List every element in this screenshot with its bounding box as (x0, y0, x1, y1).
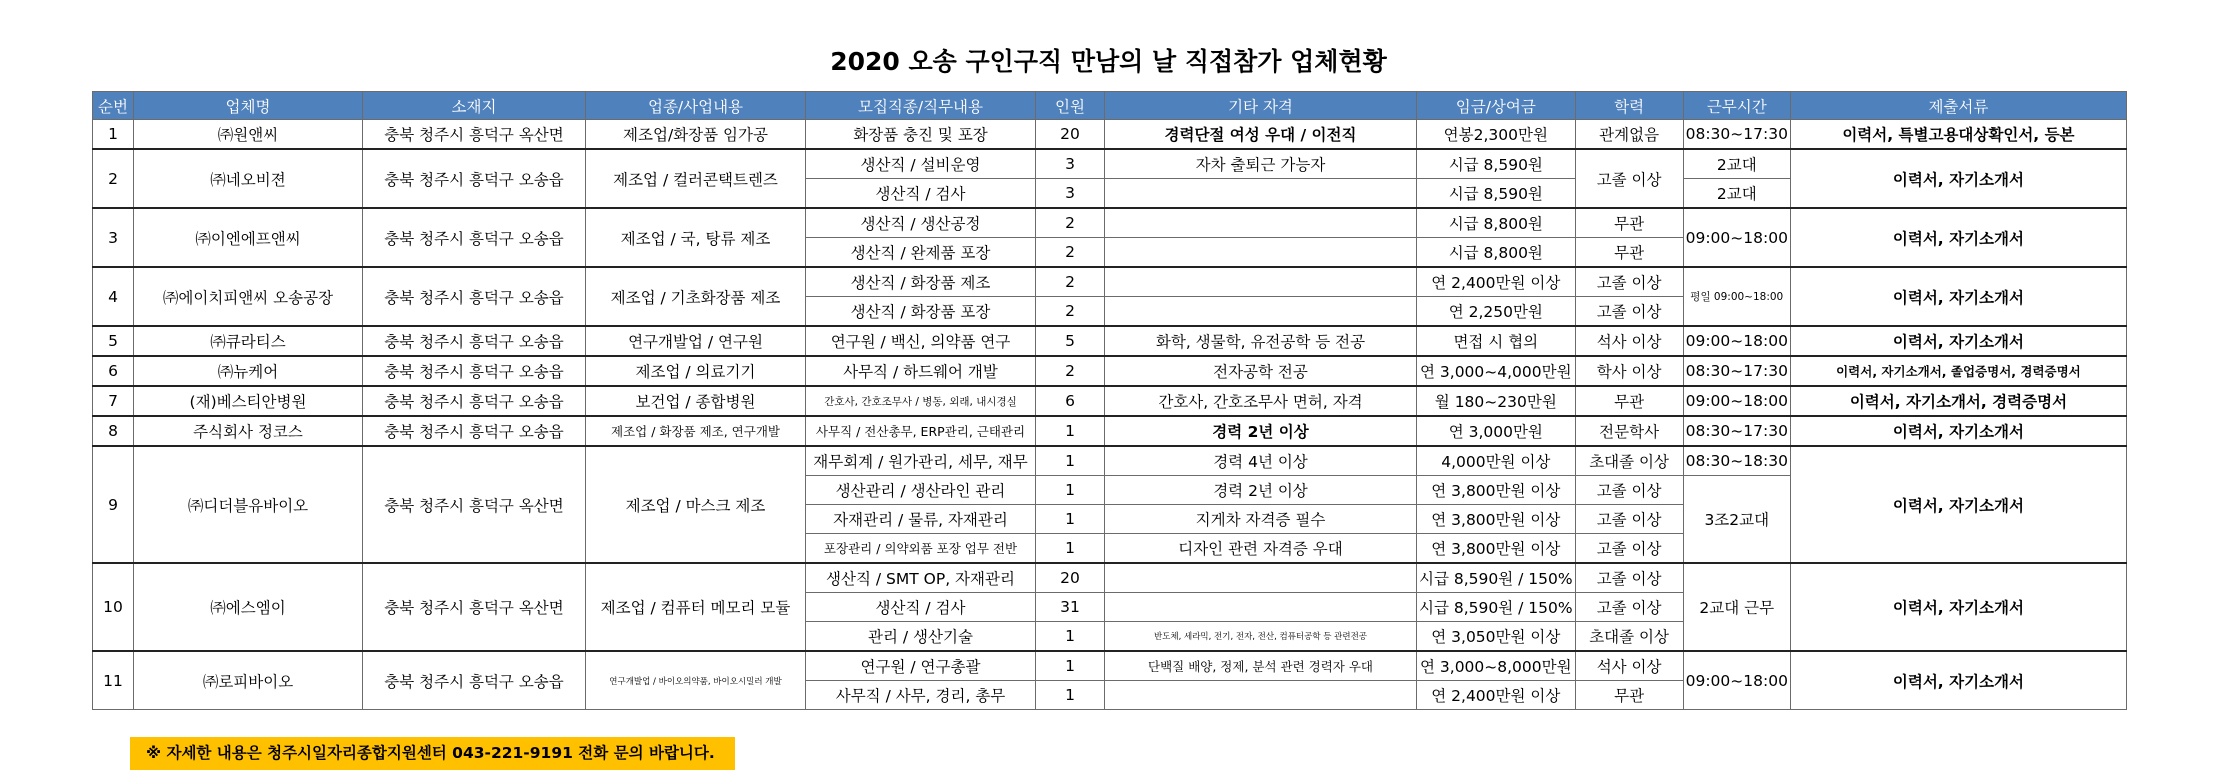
job-title: 연구원 / 백신, 의약품 연구 (806, 326, 1036, 356)
header-company: 업체명 (134, 92, 363, 120)
head-count: 3 (1036, 149, 1105, 179)
business-type: 제조업 / 국, 탕류 제조 (586, 208, 806, 267)
pay: 연봉2,300만원 (1417, 120, 1576, 150)
work-hours: 09:00~18:00 (1683, 386, 1790, 416)
row-number: 5 (93, 326, 134, 356)
head-count: 20 (1036, 120, 1105, 150)
work-hours: 평일 09:00~18:00 (1683, 267, 1790, 326)
business-type: 제조업 / 의료기기 (586, 356, 806, 386)
documents: 이력서, 자기소개서, 졸업증명서, 경력증명서 (1790, 356, 2126, 386)
education: 관계없음 (1575, 120, 1683, 150)
pay: 연 3,000~4,000만원 (1417, 356, 1576, 386)
work-hours: 08:30~17:30 (1683, 120, 1790, 150)
company-location: 충북 청주시 흥덕구 오송읍 (363, 149, 586, 208)
header-count: 인원 (1036, 92, 1105, 120)
table-row (93, 386, 2127, 416)
company-location: 충북 청주시 흥덕구 오송읍 (363, 208, 586, 267)
company-location: 충북 청주시 흥덕구 오송읍 (363, 386, 586, 416)
company-name: ㈜로피바이오 (134, 651, 363, 710)
education: 무관 (1575, 386, 1683, 416)
table-row (93, 651, 2127, 681)
pay: 시급 8,590원 / 150% (1417, 593, 1576, 622)
row-number: 6 (93, 356, 134, 386)
work-hours: 09:00~18:00 (1683, 651, 1790, 710)
education: 초대졸 이상 (1575, 446, 1683, 476)
business-type: 보건업 / 종합병원 (586, 386, 806, 416)
business-type: 제조업 / 기초화장품 제조 (586, 267, 806, 326)
row-number: 9 (93, 446, 134, 563)
job-title: 생산직 / 화장품 제조 (806, 267, 1036, 297)
qualification: 경력 4년 이상 (1105, 446, 1417, 476)
table-row (93, 120, 2127, 150)
education: 무관 (1575, 208, 1683, 238)
qualification (1105, 179, 1417, 209)
qualification (1105, 563, 1417, 593)
education: 전문학사 (1575, 416, 1683, 446)
documents: 이력서, 자기소개서 (1790, 416, 2126, 446)
company-name: 주식회사 정코스 (134, 416, 363, 446)
table-row (93, 208, 2127, 238)
business-type: 제조업 / 마스크 제조 (586, 446, 806, 563)
education: 고졸 이상 (1575, 563, 1683, 593)
header-business: 업종/사업내용 (586, 92, 806, 120)
education: 고졸 이상 (1575, 534, 1683, 564)
qualification: 전자공학 전공 (1105, 356, 1417, 386)
header-pay: 임금/상여금 (1417, 92, 1576, 120)
qualification: 경력단절 여성 우대 / 이전직 (1105, 120, 1417, 150)
company-name: ㈜에스엠이 (134, 563, 363, 651)
row-number: 4 (93, 267, 134, 326)
header-documents: 제출서류 (1790, 92, 2126, 120)
documents: 이력서, 자기소개서 (1790, 651, 2126, 710)
job-title: 재무회계 / 원가관리, 세무, 재무 (806, 446, 1036, 476)
work-hours: 08:30~17:30 (1683, 356, 1790, 386)
row-number: 10 (93, 563, 134, 651)
job-title: 생산직 / 화장품 포장 (806, 297, 1036, 327)
company-name: ㈜뉴케어 (134, 356, 363, 386)
qualification (1105, 238, 1417, 268)
business-type: 연구개발업 / 바이오의약품, 바이오시밀러 개발 (586, 651, 806, 710)
table-row (93, 446, 2127, 476)
pay: 연 3,000만원 (1417, 416, 1576, 446)
pay: 시급 8,590원 / 150% (1417, 563, 1576, 593)
head-count: 1 (1036, 622, 1105, 652)
company-location: 충북 청주시 흥덕구 옥산면 (363, 563, 586, 651)
qualification: 지게차 자격증 필수 (1105, 505, 1417, 534)
pay: 연 3,050만원 이상 (1417, 622, 1576, 652)
education: 고졸 이상 (1575, 149, 1683, 208)
job-title: 생산직 / 설비운영 (806, 149, 1036, 179)
education: 무관 (1575, 238, 1683, 268)
work-hours: 09:00~18:00 (1683, 326, 1790, 356)
work-hours: 2교대 근무 (1683, 563, 1790, 651)
qualification (1105, 593, 1417, 622)
company-name: ㈜원앤씨 (134, 120, 363, 150)
head-count: 2 (1036, 297, 1105, 327)
business-type: 제조업 / 컬러콘택트렌즈 (586, 149, 806, 208)
company-location: 충북 청주시 흥덕구 오송읍 (363, 356, 586, 386)
table-row (93, 563, 2127, 593)
business-type: 연구개발업 / 연구원 (586, 326, 806, 356)
head-count: 1 (1036, 416, 1105, 446)
qualification: 디자인 관련 자격증 우대 (1105, 534, 1417, 564)
job-title: 관리 / 생산기술 (806, 622, 1036, 652)
job-title: 생산관리 / 생산라인 관리 (806, 476, 1036, 505)
company-name: ㈜큐라티스 (134, 326, 363, 356)
work-hours: 3조2교대 (1683, 476, 1790, 564)
education: 고졸 이상 (1575, 593, 1683, 622)
education: 고졸 이상 (1575, 297, 1683, 327)
company-table (92, 91, 2127, 710)
head-count: 20 (1036, 563, 1105, 593)
header-qualification: 기타 자격 (1105, 92, 1417, 120)
qualification (1105, 297, 1417, 327)
job-title: 포장관리 / 의약외품 포장 업무 전반 (806, 534, 1036, 564)
header-row (93, 92, 2127, 120)
head-count: 5 (1036, 326, 1105, 356)
pay: 연 3,800만원 이상 (1417, 505, 1576, 534)
row-number: 7 (93, 386, 134, 416)
work-hours: 2교대 (1683, 149, 1790, 179)
job-title: 생산직 / 완제품 포장 (806, 238, 1036, 268)
head-count: 1 (1036, 476, 1105, 505)
education: 석사 이상 (1575, 326, 1683, 356)
header-hours: 근무시간 (1683, 92, 1790, 120)
pay: 면접 시 협의 (1417, 326, 1576, 356)
company-location: 충북 청주시 흥덕구 오송읍 (363, 267, 586, 326)
business-type: 제조업 / 컴퓨터 메모리 모듈 (586, 563, 806, 651)
company-name: ㈜디더블유바이오 (134, 446, 363, 563)
company-name: ㈜이엔에프앤씨 (134, 208, 363, 267)
head-count: 2 (1036, 356, 1105, 386)
documents: 이력서, 자기소개서 (1790, 563, 2126, 651)
qualification: 경력 2년 이상 (1105, 416, 1417, 446)
job-title: 사무직 / 전산총무, ERP관리, 근태관리 (806, 416, 1036, 446)
head-count: 1 (1036, 446, 1105, 476)
pay: 월 180~230만원 (1417, 386, 1576, 416)
job-title: 사무직 / 하드웨어 개발 (806, 356, 1036, 386)
header-education: 학력 (1575, 92, 1683, 120)
pay: 연 2,250만원 (1417, 297, 1576, 327)
company-location: 충북 청주시 흥덕구 오송읍 (363, 416, 586, 446)
documents: 이력서, 자기소개서 (1790, 446, 2126, 563)
company-location: 충북 청주시 흥덕구 오송읍 (363, 326, 586, 356)
education: 석사 이상 (1575, 651, 1683, 681)
pay: 연 2,400만원 이상 (1417, 681, 1576, 710)
job-title: 생산직 / SMT OP, 자재관리 (806, 563, 1036, 593)
qualification: 자차 출퇴근 가능자 (1105, 149, 1417, 179)
pay: 연 3,800만원 이상 (1417, 476, 1576, 505)
row-number: 2 (93, 149, 134, 208)
row-number: 8 (93, 416, 134, 446)
education: 고졸 이상 (1575, 267, 1683, 297)
pay: 4,000만원 이상 (1417, 446, 1576, 476)
row-number: 3 (93, 208, 134, 267)
table-row (93, 267, 2127, 297)
business-type: 제조업 / 화장품 제조, 연구개발 (586, 416, 806, 446)
qualification (1105, 681, 1417, 710)
head-count: 2 (1036, 238, 1105, 268)
work-hours: 09:00~18:00 (1683, 208, 1790, 267)
job-title: 간호사, 간호조무사 / 병동, 외래, 내시경실 (806, 386, 1036, 416)
qualification: 경력 2년 이상 (1105, 476, 1417, 505)
table-row (93, 356, 2127, 386)
qualification: 반도체, 세라믹, 전기, 전자, 전산, 컴퓨터공학 등 관련전공 (1105, 622, 1417, 652)
qualification: 화학, 생물학, 유전공학 등 전공 (1105, 326, 1417, 356)
table-row (93, 326, 2127, 356)
documents: 이력서, 자기소개서 (1790, 208, 2126, 267)
head-count: 31 (1036, 593, 1105, 622)
pay: 연 2,400만원 이상 (1417, 267, 1576, 297)
table-row (93, 149, 2127, 179)
work-hours: 08:30~17:30 (1683, 416, 1790, 446)
header-no: 순번 (93, 92, 134, 120)
documents: 이력서, 자기소개서, 경력증명서 (1790, 386, 2126, 416)
table-row (93, 416, 2127, 446)
qualification: 단백질 배양, 정제, 분석 관련 경력자 우대 (1105, 651, 1417, 681)
company-location: 충북 청주시 흥덕구 옥산면 (363, 120, 586, 150)
head-count: 1 (1036, 534, 1105, 564)
head-count: 1 (1036, 651, 1105, 681)
job-title: 생산직 / 검사 (806, 179, 1036, 209)
education: 초대졸 이상 (1575, 622, 1683, 652)
header-job: 모집직종/직무내용 (806, 92, 1036, 120)
company-name: (재)베스티안병원 (134, 386, 363, 416)
company-location: 충북 청주시 흥덕구 오송읍 (363, 651, 586, 710)
page-title: 2020 오송 구인구직 만남의 날 직접참가 업체현황 (830, 47, 1387, 76)
head-count: 2 (1036, 208, 1105, 238)
business-type: 제조업/화장품 임가공 (586, 120, 806, 150)
pay: 연 3,000~8,000만원 (1417, 651, 1576, 681)
work-hours: 08:30~18:30 (1683, 446, 1790, 476)
education: 고졸 이상 (1575, 505, 1683, 534)
job-title: 화장품 충진 및 포장 (806, 120, 1036, 150)
documents: 이력서, 특별고용대상확인서, 등본 (1790, 120, 2126, 150)
company-name: ㈜네오비젼 (134, 149, 363, 208)
header-location: 소재지 (363, 92, 586, 120)
head-count: 1 (1036, 681, 1105, 710)
head-count: 1 (1036, 505, 1105, 534)
job-title: 연구원 / 연구총괄 (806, 651, 1036, 681)
education: 학사 이상 (1575, 356, 1683, 386)
qualification (1105, 208, 1417, 238)
documents: 이력서, 자기소개서 (1790, 326, 2126, 356)
company-location: 충북 청주시 흥덕구 옥산면 (363, 446, 586, 563)
pay: 시급 8,590원 (1417, 179, 1576, 209)
job-title: 사무직 / 사무, 경리, 총무 (806, 681, 1036, 710)
head-count: 6 (1036, 386, 1105, 416)
contact-notice: ※ 자세한 내용은 청주시일자리종합지원센터 043-221-9191 전화 문의 바랍니다. (130, 737, 735, 770)
education: 무관 (1575, 681, 1683, 710)
head-count: 2 (1036, 267, 1105, 297)
company-name: ㈜에이치피앤씨 오송공장 (134, 267, 363, 326)
documents: 이력서, 자기소개서 (1790, 149, 2126, 208)
pay: 시급 8,590원 (1417, 149, 1576, 179)
row-number: 11 (93, 651, 134, 710)
pay: 시급 8,800원 (1417, 208, 1576, 238)
qualification: 간호사, 간호조무사 면허, 자격 (1105, 386, 1417, 416)
documents: 이력서, 자기소개서 (1790, 267, 2126, 326)
job-title: 생산직 / 검사 (806, 593, 1036, 622)
pay: 시급 8,800원 (1417, 238, 1576, 268)
pay: 연 3,800만원 이상 (1417, 534, 1576, 564)
job-title: 생산직 / 생산공정 (806, 208, 1036, 238)
work-hours: 2교대 (1683, 179, 1790, 209)
job-title: 자재관리 / 물류, 자재관리 (806, 505, 1036, 534)
education: 고졸 이상 (1575, 476, 1683, 505)
qualification (1105, 267, 1417, 297)
row-number: 1 (93, 120, 134, 150)
head-count: 3 (1036, 179, 1105, 209)
